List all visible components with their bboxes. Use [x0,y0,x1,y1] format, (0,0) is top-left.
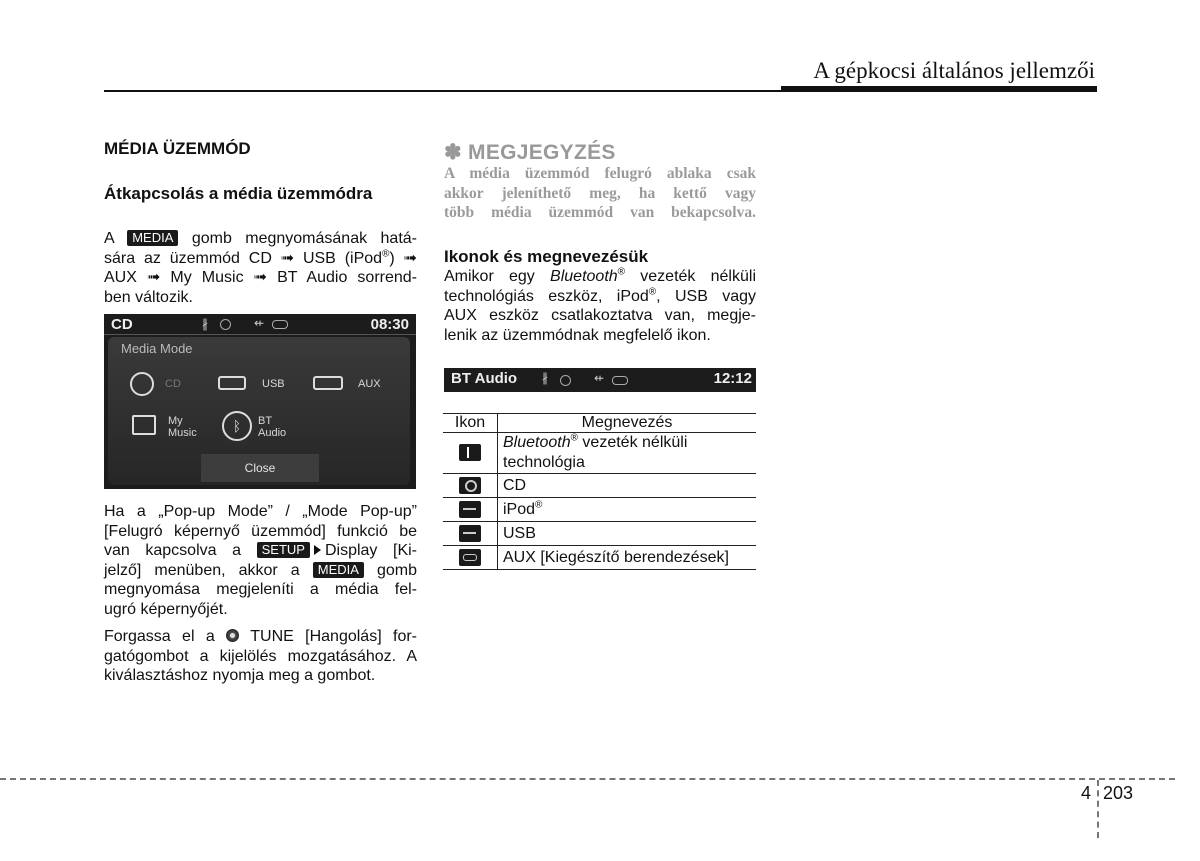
table-row [443,498,756,522]
paragraph-tune-knob [104,627,417,686]
text: gatógombot a kijelölés mozgatásához. A [104,647,417,665]
folder-music-icon[interactable] [132,415,156,435]
section-heading: MÉDIA ÜZEMMÓD [104,139,251,158]
bluetooth-icon [459,444,481,461]
bt-audio-label: BT Audio [258,415,287,439]
bluetooth-icon: ∦ [542,371,548,385]
table-header-row [443,414,756,433]
text: Display [Ki- [324,542,417,559]
screen-clock: 08:30 [370,316,409,333]
header-bar [781,86,1097,92]
cd-label: CD [165,378,181,390]
popup-title: Media Mode [121,341,193,356]
media-mode-screen [104,314,416,489]
usb-status-icon: ⇷ [254,316,265,330]
usb-label: USB [262,378,285,390]
usb-icon [459,501,481,518]
icons-heading: Ikonok és megnevezésük [444,247,649,266]
table-row [443,433,756,474]
table-row [443,522,756,546]
bluetooth-icon: ∦ [202,317,208,331]
screen-mode-label: CD [111,316,133,333]
text: AUX ➟ My Music ➟ BT Audio sorrend- [104,269,417,286]
aux-name: AUX [Kiegészítő berendezések] [498,546,757,570]
tune-knob-icon [226,629,239,642]
text: ugró képernyőjét. [104,600,228,618]
text: gomb [376,561,418,579]
status-mode-label: BT Audio [451,370,518,387]
cd-icon [459,477,481,494]
setup-button-chip: SETUP [257,542,310,558]
aux-status-icon [272,320,288,329]
usb-status-icon: ⇷ [594,371,605,385]
usb-icon[interactable] [218,376,246,390]
table-row [443,474,756,498]
arrow-right-icon [314,545,321,555]
section-number: 4 [1081,783,1092,803]
usb-name: USB [498,522,757,546]
text: TUNE [Hangolás] for- [250,628,418,645]
text: megnyomása megjeleníti a média fel- [104,581,417,598]
text: [Felugró képernyő üzemmód] funkció be [104,522,417,540]
text: gomb megnyomásának hatá- [191,230,417,247]
text: Forgassa el a [104,628,215,645]
cd-status-icon [220,319,231,330]
cd-icon[interactable] [130,372,154,396]
usb-icon [459,525,481,542]
text: A [104,230,114,247]
text: Ha a „Pop-up Mode” / „Mode Pop-up” [104,503,417,520]
media-mode-popup [108,337,410,485]
aux-label: AUX [358,378,381,390]
media-button-chip: MEDIA [127,230,178,246]
footer-dashed-rule [0,778,1175,780]
subsection-heading: Átkapcsolás a média üzemmódra [104,184,373,203]
aux-icon[interactable] [313,376,343,390]
text: kiválasztáshoz nyomja meg a gombot. [104,667,376,684]
aux-status-icon [612,376,628,385]
close-button[interactable]: Close [201,454,319,482]
text: sára az üzemmód CD ➟ USB (iPod [104,249,383,267]
cd-name: CD [498,474,757,498]
page-number: 203 [1103,783,1134,803]
running-header-title: A gépkocsi általános jellemzői [813,58,1095,83]
text: van kapcsolva a [104,542,242,559]
footer-vertical-divider [1097,780,1099,838]
text: jelző] menüben, akkor a [104,561,300,579]
paragraph-icons: Amikor egy Bluetooth® vezeték nélküli technológiás eszköz, iPod®, USB vagy AUX eszköz csatlakoztatva van, megje- lenik az üzemmódnak megfelelő ikon. [444,266,756,344]
registered-mark: ® [382,248,390,260]
aux-icon [459,549,481,566]
table-row [443,546,756,570]
text: ben változik. [104,288,193,306]
status-clock: 12:12 [713,370,752,387]
col-header-icon: Ikon [443,414,498,433]
note-title: ✽ MEGJEGYZÉS [444,141,616,164]
media-button-chip: MEDIA [313,562,364,578]
note-text: A média üzemmód felugró ablaka csak akkor jeleníthető meg, ha kettő vagy több média üzemmód van bekapcsolva. [444,165,756,221]
bt-audio-status-bar [444,368,756,392]
bluetooth-audio-icon[interactable]: ᛒ [222,411,252,441]
col-header-name: Megnevezés [498,414,757,433]
icons-table [443,413,756,570]
ipod-name: iPod® [498,498,757,522]
paragraph-popup-mode [104,502,417,619]
text: ) ➟ [389,249,417,267]
divider [104,334,416,335]
cd-status-icon [560,375,571,386]
my-music-label: My Music [168,415,197,439]
paragraph-media-switch [104,229,417,307]
bluetooth-name: Bluetooth® vezeték nélküli technológia [498,433,757,474]
